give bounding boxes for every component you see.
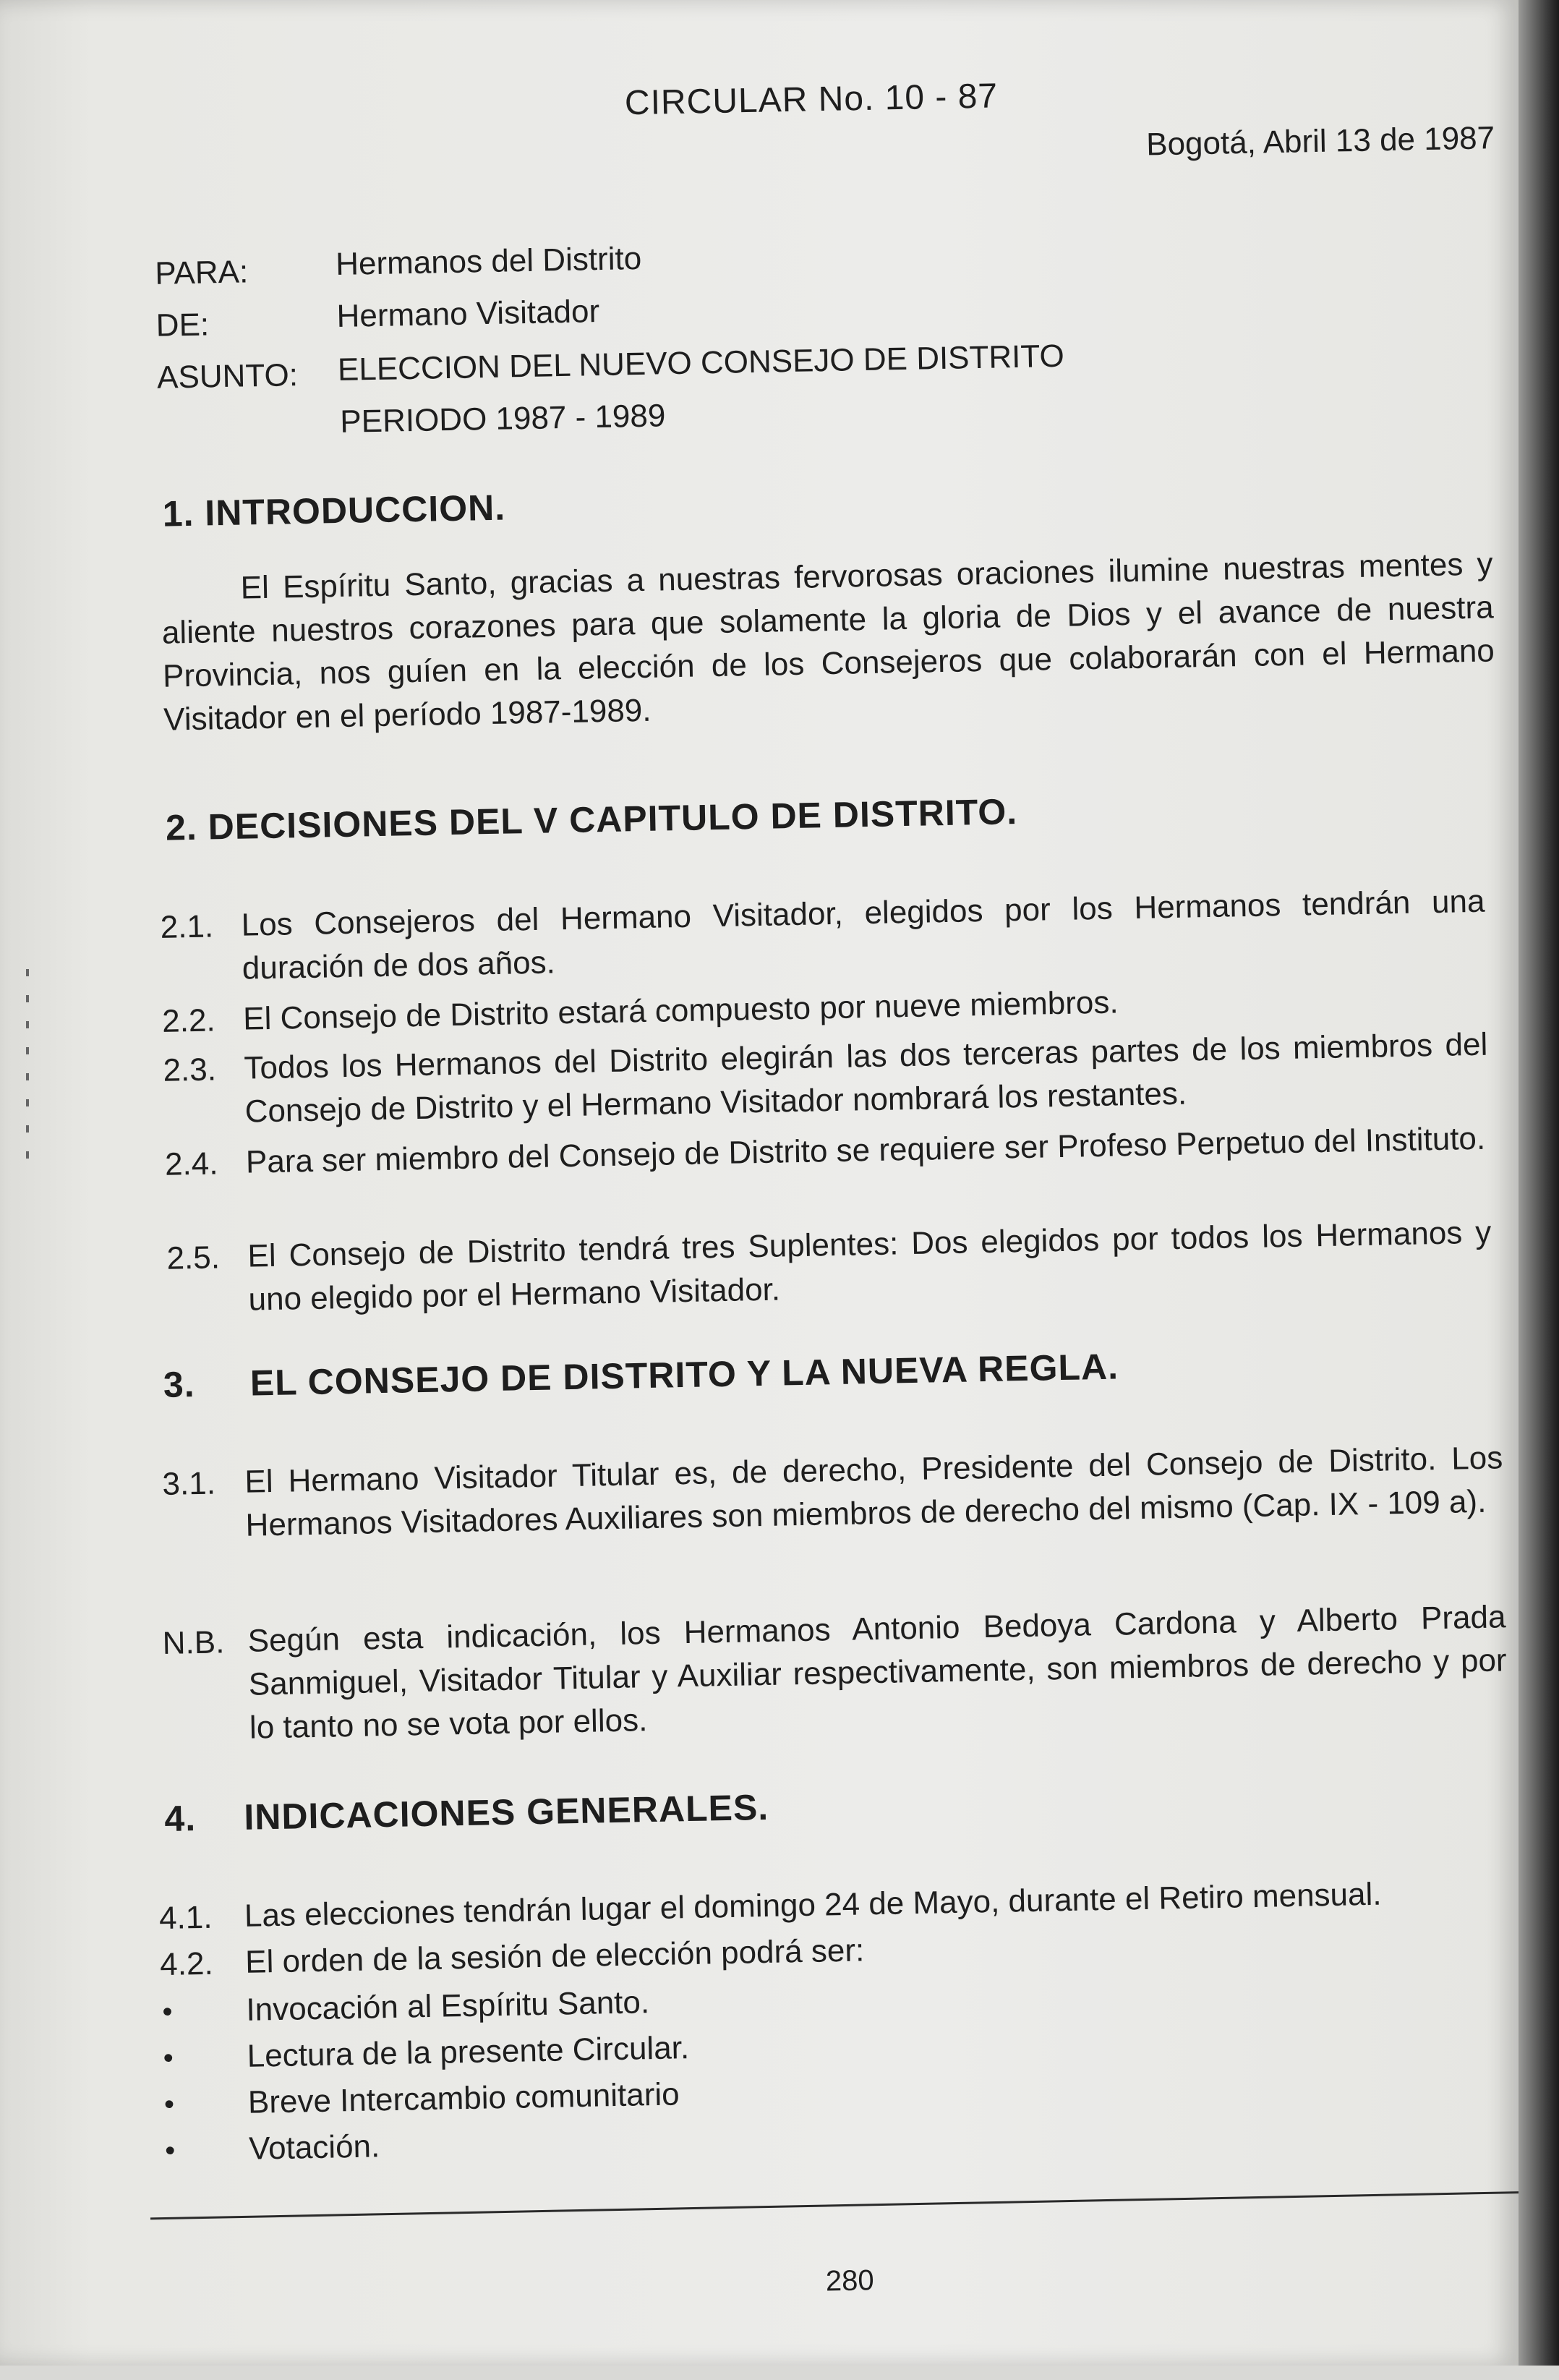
section-4-heading: INDICACIONES GENERALES. bbox=[243, 1786, 769, 1838]
asunto-period: PERIODO 1987 - 1989 bbox=[339, 398, 666, 440]
item-2-1-number: 2.1. bbox=[160, 908, 214, 945]
item-2-5-text: El Consejo de Distrito tendrá tres Suplentes: Dos elegidos por todos los Hermanos y uno elegido por el Hermano Visitador. bbox=[247, 1214, 1492, 1318]
item-2-5-number: 2.5. bbox=[166, 1240, 221, 1276]
item-2-2-number: 2.2. bbox=[161, 1002, 216, 1039]
item-2-4-number: 2.4. bbox=[164, 1146, 218, 1182]
bullet-item-3: Breve Intercambio comunitario bbox=[247, 2076, 680, 2120]
asunto-value: ELECCION DEL NUEVO CONSEJO DE DISTRITO bbox=[337, 338, 1065, 388]
item-2-4-text: Para ser miembro del Consejo de Distrito se requiere ser Profeso Perpetuo del Instituto. bbox=[245, 1120, 1486, 1180]
bullet-marker: • bbox=[164, 2134, 176, 2167]
nb-label: N.B. bbox=[162, 1624, 225, 1661]
item-3-1-number: 3.1. bbox=[162, 1465, 216, 1502]
item-4-2-text: El orden de la sesión de elección podrá ser: bbox=[244, 1932, 865, 1980]
section-1-heading: 1. INTRODUCCION. bbox=[162, 487, 506, 534]
footer-rule bbox=[150, 2191, 1524, 2219]
item-3-1-text: El Hermano Visitador Titular es, de derecho, Presidente del Consejo de Distrito. Los Hermanos Visitadores Auxiliares son miembros de derecho del mismo (Cap. IX - 109 a). bbox=[244, 1440, 1503, 1543]
de-label: DE: bbox=[155, 307, 210, 344]
date-line: Bogotá, Abril 13 de 1987 bbox=[1145, 120, 1495, 163]
circular-title: CIRCULAR No. 10 - 87 bbox=[624, 77, 999, 123]
para-label: PARA: bbox=[154, 254, 249, 291]
bullet-marker: • bbox=[163, 2042, 174, 2075]
section-4-number: 4. bbox=[163, 1798, 197, 1839]
book-spine-shadow bbox=[1519, 0, 1559, 2366]
section-1-text: El Espíritu Santo, gracias a nuestras fervorosas oraciones ilumine nuestras mentes y aliente nuestros corazones para que solamente la gloria de Dios y el avance de nuestra Provincia, nos guíen en la elección de los Consejeros que colaborarán con el Hermano Visitador en el período 1987-1989. bbox=[161, 546, 1495, 738]
asunto-label: ASUNTO: bbox=[156, 357, 299, 396]
section-3-heading: EL CONSEJO DE DISTRITO Y LA NUEVA REGLA. bbox=[249, 1346, 1119, 1404]
section-2-heading: 2. DECISIONES DEL V CAPITULO DE DISTRITO. bbox=[165, 791, 1018, 848]
item-2-2-text: El Consejo de Distrito estará compuesto por nueve miembros. bbox=[242, 984, 1119, 1037]
item-4-2-number: 4.2. bbox=[159, 1945, 214, 1983]
item-2-3-number: 2.3. bbox=[163, 1052, 217, 1088]
item-4-1-number: 4.1. bbox=[158, 1899, 213, 1937]
nb-text: Según esta indicación, los Hermanos Antonio Bedoya Cardona y Alberto Prada Sanmiguel, Visitador Titular y Auxiliar respectivamente, son miembros de derecho y por lo tanto no se vota por ellos. bbox=[247, 1599, 1508, 1746]
de-value: Hermano Visitador bbox=[336, 294, 600, 335]
bullet-item-4: Votación. bbox=[248, 2128, 380, 2167]
item-2-1-text: Los Consejeros del Hermano Visitador, elegidos por los Hermanos tendrán una duración de dos años. bbox=[241, 883, 1485, 986]
bullet-item-2: Lectura de la presente Circular. bbox=[247, 2030, 690, 2074]
para-value: Hermanos del Distrito bbox=[335, 240, 642, 283]
bullet-marker: • bbox=[163, 2088, 175, 2121]
section-3-number: 3. bbox=[163, 1364, 196, 1405]
bullet-marker: • bbox=[162, 1995, 173, 2029]
item-4-1-text: Las elecciones tendrán lugar el domingo 24 de Mayo, durante el Retiro mensual. bbox=[244, 1876, 1382, 1934]
page-number: 280 bbox=[825, 2264, 875, 2298]
bullet-item-1: Invocación al Espíritu Santo. bbox=[246, 1984, 650, 2028]
item-2-3-text: Todos los Hermanos del Distrito elegirán las dos terceras partes de los miembros del Consejo de Distrito y el Hermano Visitador nombrará los restantes. bbox=[244, 1026, 1488, 1130]
